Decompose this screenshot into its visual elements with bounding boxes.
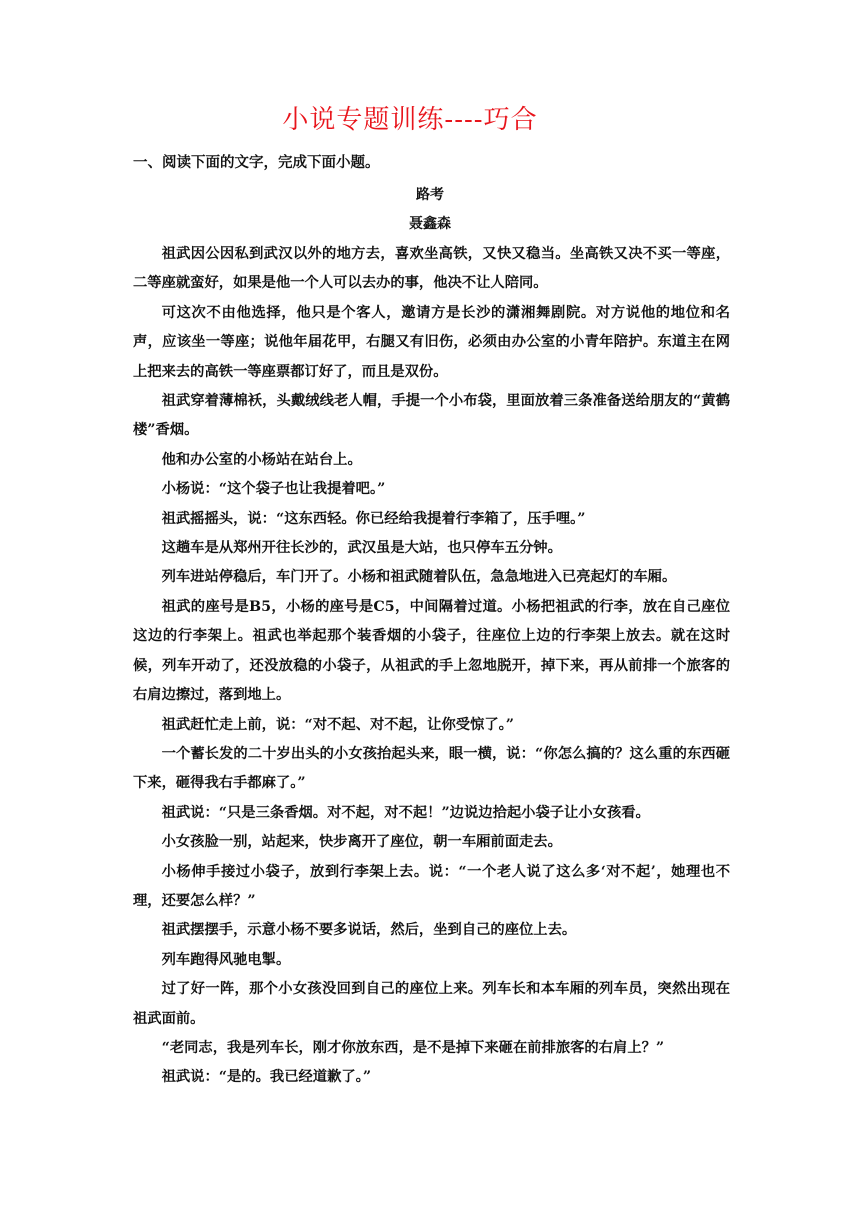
paragraph: 祖武赶忙走上前，说：“对不起、对不起，让你受惊了。” xyxy=(161,716,515,733)
question-instruction: 一、阅读下面的文字，完成下面小题。 xyxy=(133,155,380,171)
paragraph: 祖武摇摇头，说：“这东西轻。你已经给我提着行李箱了，压手哩。” xyxy=(161,510,586,527)
paragraph: 一个蓄长发的二十岁出头的小女孩抬起头来，眼一横，说：“你怎么搞的？这么重的东西砸下来，砸得我右手都麻了。” xyxy=(133,745,730,792)
story-title: 路考 xyxy=(416,187,444,203)
story-body xyxy=(133,240,730,1093)
paragraph: 小女孩脸一别，站起来，快步离开了座位，朝一车厢前面走去。 xyxy=(161,834,562,851)
document-title: 小说专题训练----巧合 xyxy=(282,105,538,135)
paragraph: 小杨伸手接过小袋子，放到行李架上去。说：“一个老人说了这么多‘对不起’，她理也不理，还要怎么样？” xyxy=(133,863,730,909)
paragraph: 他和办公室的小杨站在站台上。 xyxy=(161,451,362,468)
paragraph: 祖武说：“是的。我已经道歉了。” xyxy=(161,1069,372,1086)
paragraph: “老同志，我是列车长，刚才你放东西，是不是掉下来砸在前排旅客的右肩上？” xyxy=(161,1039,665,1056)
paragraph: 祖武的座号是B5，小杨的座号是C5，中间隔着过道。小杨把祖武的行李，放在自己座位这边的行李架上。祖武也举起那个装香烟的小袋子，往座位上边的行李架上放去。就在这时候，列车开动了，还没放稳的小袋子，从祖武的手上忽地脱开，掉下来，再从前排一个旅客的右肩边擦过，落到地上。 xyxy=(133,598,730,704)
paragraph: 小杨说：“这个袋子也让我提着吧。” xyxy=(161,481,386,498)
paragraph: 过了好一阵，那个小女孩没回到自己的座位上来。列车长和本车厢的列车员，突然出现在祖武面前。 xyxy=(133,981,730,1027)
paragraph: 列车进站停稳后，车门开了。小杨和祖武随着队伍，急急地进入已亮起灯的车厢。 xyxy=(161,569,677,586)
paragraph: 列车跑得风驰电掣。 xyxy=(161,951,291,968)
paragraph: 祖武摆摆手，示意小杨不要多说话，然后，坐到自己的座位上去。 xyxy=(161,922,577,939)
paragraph: 这趟车是从郑州开往长沙的，武汉虽是大站，也只停车五分钟。 xyxy=(161,540,562,557)
paragraph: 祖武因公因私到武汉以外的地方去，喜欢坐高铁，又快又稳当。坐高铁又决不买一等座，二等座就蛮好，如果是他一个人可以去办的事，他决不让人陪同。 xyxy=(133,246,730,292)
paragraph: 祖武说：“只是三条香烟。对不起，对不起！”边说边拾起小袋子让小女孩看。 xyxy=(161,804,650,821)
story-author: 聂鑫森 xyxy=(409,216,451,232)
paragraph: 祖武穿着薄棉袄，头戴绒线老人帽，手提一个小布袋，里面放着三条准备送给朋友的“黄鹤楼”香烟。 xyxy=(133,393,730,439)
paragraph: 可这次不由他选择，他只是个客人，邀请方是长沙的潇湘舞剧院。对方说他的地位和名声，应该坐一等座；说他年届花甲，右腿又有旧伤，必须由办公室的小青年陪护。东道主在网上把来去的高铁一等座票都订好了，而且是双份。 xyxy=(133,304,730,380)
